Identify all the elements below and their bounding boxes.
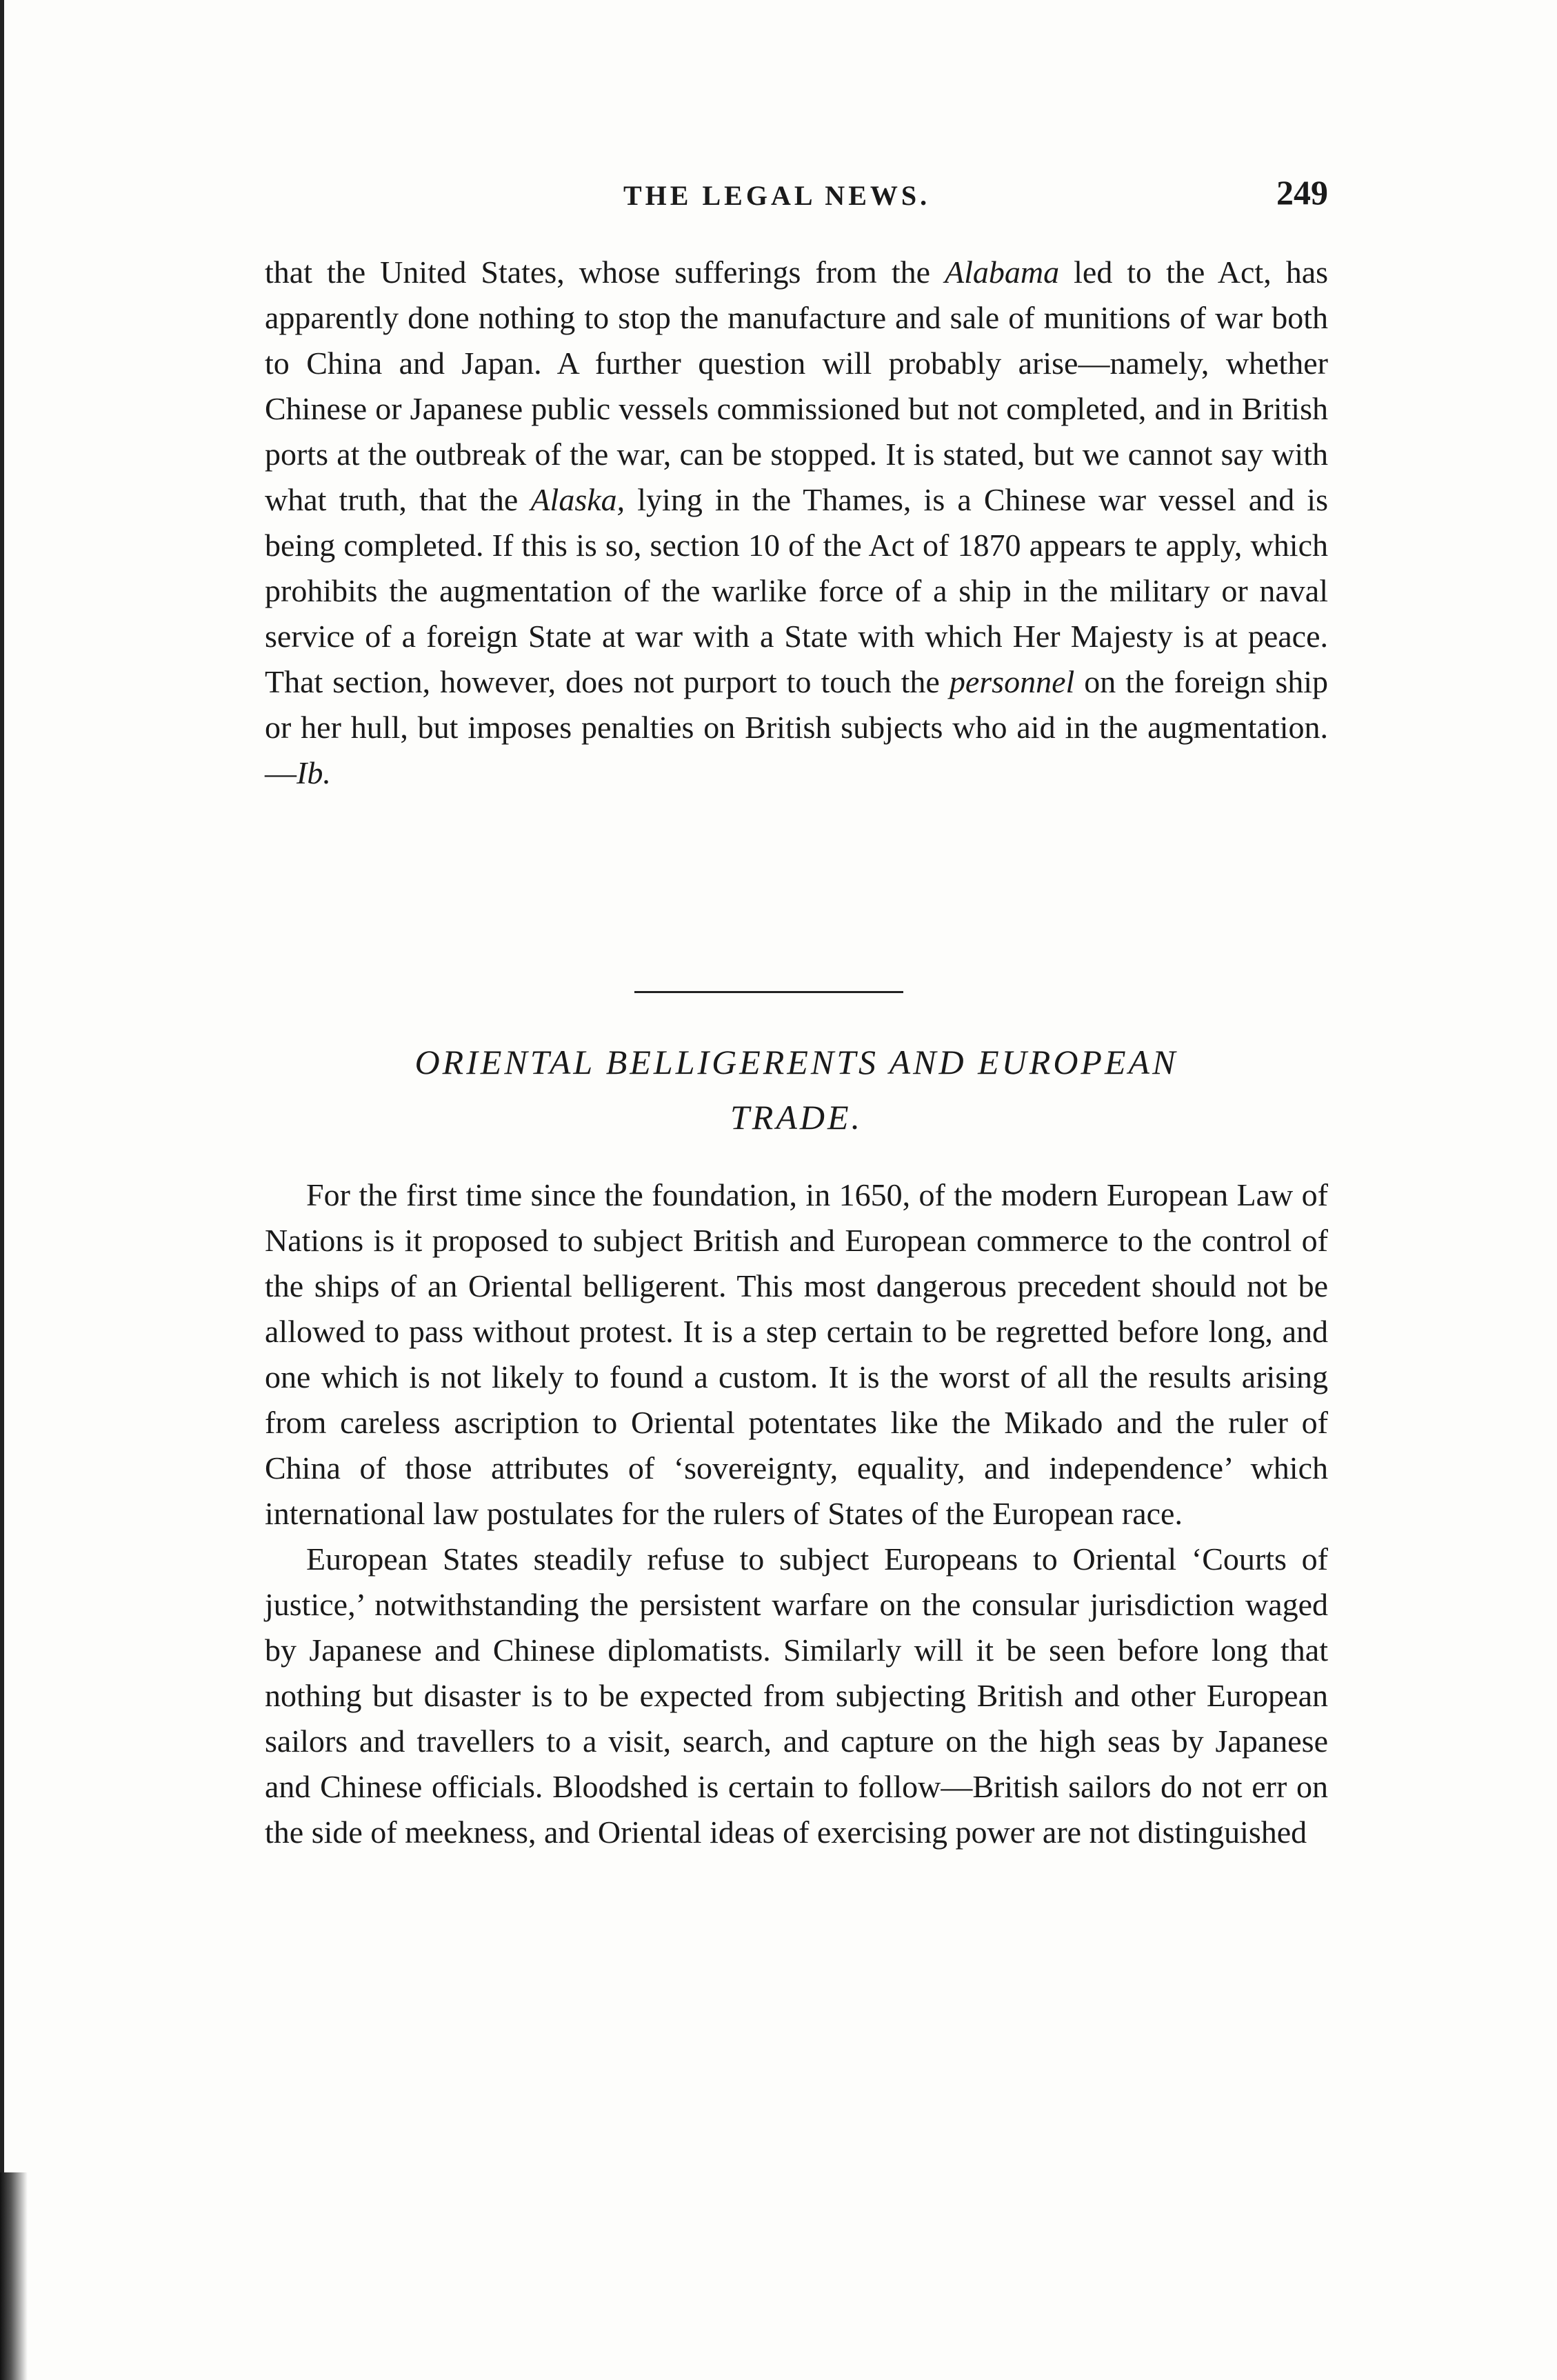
article-paragraph: For the first time since the foundation, in 1650, of the modern European Law of Nations is it proposed to subject British and European commerce to the control of the ships of an Oriental belligerent. This most dangerous precedent should not be allowed to pass without protest. It is a step certain to be regretted before long, and one which is not likely to found a custom. It is the worst of all the results arising from careless ascription to Oriental potentates like the Mikado and the ruler of China of those attributes of ‘sovereignty, equality, and independence’ which international law postulates for the rulers of States of the European race. bbox=[265, 1177, 1328, 1531]
text-run: that the United States, whose sufferings from the bbox=[265, 254, 945, 290]
article-title-line: ORIENTAL BELLIGERENTS AND EUROPEAN bbox=[414, 1043, 1178, 1081]
italic-citation: Ib. bbox=[297, 755, 331, 790]
italic-ship-name: Alabama bbox=[945, 254, 1060, 290]
section-divider bbox=[634, 991, 903, 993]
paragraph bbox=[265, 250, 1328, 796]
text-run: on the foreign ship or her hull, but imposes penalties on British subjects who aid in the augmentation.— bbox=[265, 664, 1329, 790]
article-title bbox=[265, 1034, 1328, 1145]
italic-ship-name: Alaska, bbox=[530, 482, 625, 517]
text-run: led to the Act, has apparently done nothing to stop the manufacture and sale of munitions of war both to China and Japan. A further question will probably arise—namely, whether Chinese or Japanese public vessels commissioned but not completed, and in British ports at the outbreak of the war, can be stopped. It is stated, but we cannot say with what truth, that the bbox=[265, 254, 1329, 517]
page-corner-shadow bbox=[0, 2172, 28, 2380]
text-run: lying in the Thames, is a Chinese war vessel and is being completed. If this is so, section 10 of the Act of 1870 appears te apply, which prohibits the augmentation of the warlike force of a ship in the military or naval service of a foreign State at war with a State with which Her Majesty is at peace. That section, however, does not purport to touch the bbox=[265, 482, 1328, 699]
page-edge-shadow bbox=[0, 0, 4, 2380]
article-body bbox=[265, 1172, 1328, 1855]
article-paragraph: European States steadily refuse to subject Europeans to Oriental ‘Courts of justice,’ notwithstanding the persistent warfare on the consular jurisdiction waged by Japanese and Chinese diplomatists. Similarly will it be seen before long that nothing but disaster is to be expected from subjecting British and other European sailors and travellers to a visit, search, and capture on the high seas by Japanese and Chinese officials. Bloodshed is certain to follow—British sailors do not err on the side of meekness, and Oriental ideas of exercising power are not distinguished bbox=[265, 1541, 1328, 1850]
italic-term: personnel bbox=[949, 664, 1075, 699]
article-title-line: TRADE. bbox=[730, 1098, 863, 1137]
page-header bbox=[265, 172, 1328, 221]
page-number: 249 bbox=[1276, 173, 1328, 212]
continued-paragraph bbox=[265, 250, 1328, 796]
running-head: THE LEGAL NEWS. bbox=[623, 180, 931, 211]
